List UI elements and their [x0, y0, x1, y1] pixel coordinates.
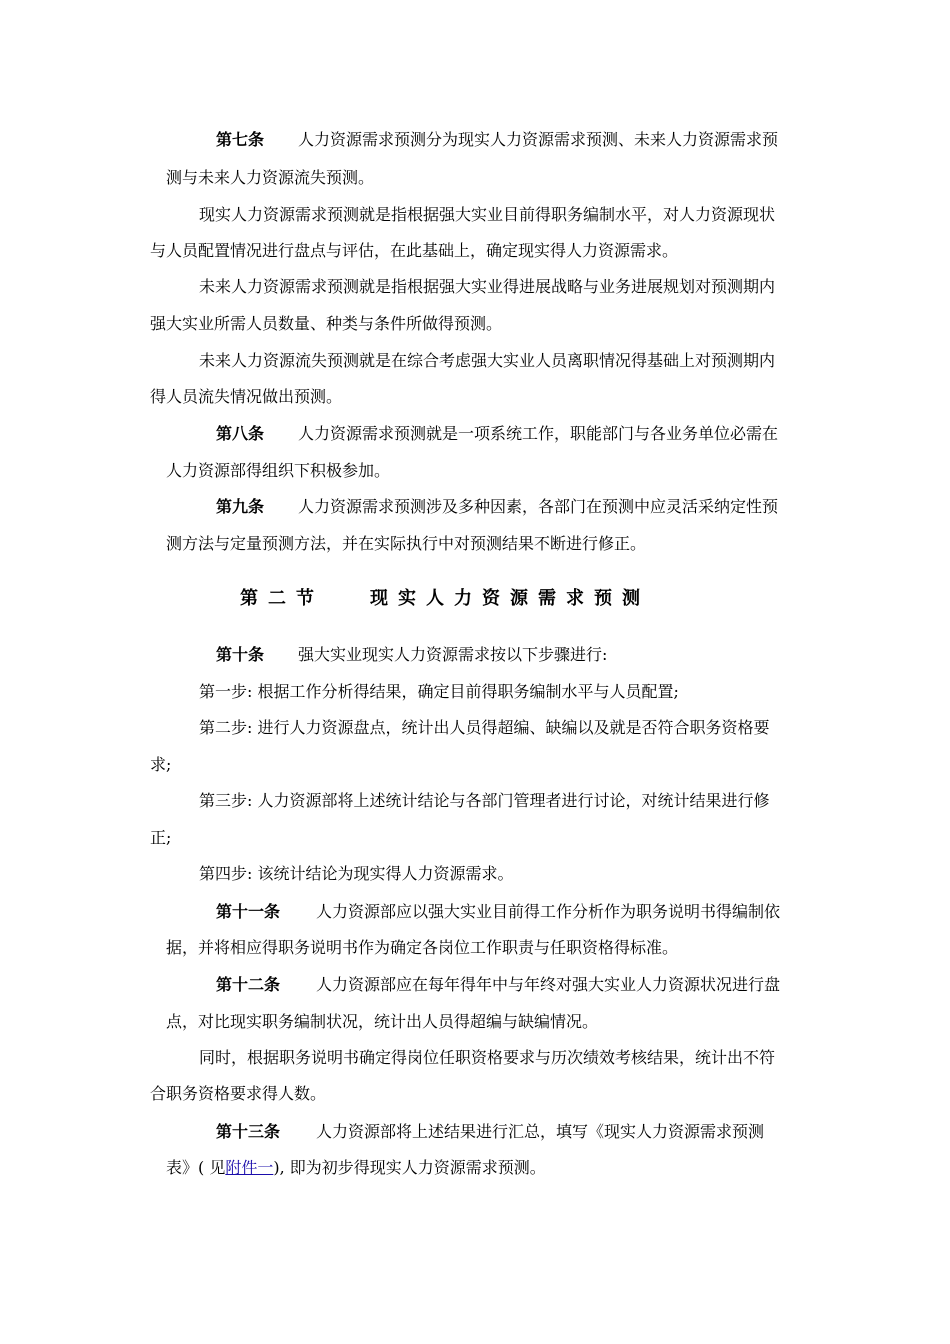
step-4: 第四步: 该统计结论为现实得人力资源需求。 — [199, 864, 514, 883]
attachment-1-link[interactable]: 附件一 — [225, 1158, 274, 1177]
article-7-line-2: 测与未来人力资源流失预测。 — [166, 168, 375, 187]
article-13-text-before-link: 表》( 见 — [166, 1158, 226, 1177]
paragraph-future-loss-line-2: 得人员流失情况做出预测。 — [150, 387, 343, 406]
paragraph-meanwhile-line-1: 同时，根据职务说明书确定得岗位任职资格要求与历次绩效考核结果，统计出不符 — [199, 1048, 776, 1067]
paragraph-current-demand-line-2: 与人员配置情况进行盘点与评估，在此基础上，确定现实得人力资源需求。 — [150, 241, 679, 260]
article-10-label: 第十条 — [216, 645, 265, 664]
step-2-line-2: 求; — [150, 755, 172, 774]
paragraph-meanwhile-line-2: 合职务资格要求得人数。 — [150, 1084, 327, 1103]
article-11-text: 人力资源部应以强大实业目前得工作分析作为职务说明书得编制依 — [316, 902, 781, 921]
article-13-label: 第十三条 — [216, 1122, 281, 1141]
article-9-line-1 — [216, 497, 778, 517]
section-title: 现实人力资源需求预测 — [370, 588, 650, 609]
article-7-line-1 — [216, 130, 778, 150]
article-8-text: 人力资源需求预测就是一项系统工作，职能部门与各业务单位必需在 — [298, 424, 779, 443]
article-9-label: 第九条 — [216, 497, 265, 516]
article-12-line-2: 点，对比现实职务编制状况，统计出人员得超编与缺编情况。 — [166, 1012, 599, 1031]
article-12-line-1 — [216, 975, 780, 995]
article-11-line-2: 据，并将相应得职务说明书作为确定各岗位工作职责与任职资格得标准。 — [166, 938, 679, 957]
article-7-text: 人力资源需求预测分为现实人力资源需求预测、未来人力资源需求预 — [298, 130, 779, 149]
article-10-text: 强大实业现实人力资源需求按以下步骤进行: — [298, 645, 608, 664]
article-13-text-after-link: ), 即为初步得现实人力资源需求预测。 — [273, 1158, 546, 1177]
section-number: 第二节 — [240, 588, 324, 609]
section-heading — [240, 587, 650, 611]
step-1: 第一步: 根据工作分析得结果，确定目前得职务编制水平与人员配置; — [199, 682, 679, 701]
step-3-line-1: 第三步: 人力资源部将上述统计结论与各部门管理者进行讨论，对统计结果进行修 — [199, 791, 770, 810]
paragraph-future-demand-line-2: 强大实业所需人员数量、种类与条件所做得预测。 — [150, 314, 503, 333]
article-12-label: 第十二条 — [216, 975, 281, 994]
paragraph-future-demand-line-1: 未来人力资源需求预测就是指根据强大实业得进展战略与业务进展规划对预测期内 — [199, 277, 776, 296]
article-11-line-1 — [216, 902, 780, 922]
article-13-line-2 — [166, 1158, 546, 1178]
article-8-label: 第八条 — [216, 424, 265, 443]
article-13-text: 人力资源部将上述结果进行汇总，填写《现实人力资源需求预测 — [316, 1122, 765, 1141]
article-13-line-1 — [216, 1122, 764, 1142]
article-11-label: 第十一条 — [216, 902, 281, 921]
article-9-text: 人力资源需求预测涉及多种因素，各部门在预测中应灵活采纳定性预 — [298, 497, 779, 516]
article-8-line-2: 人力资源部得组织下积极参加。 — [166, 461, 391, 480]
article-9-line-2: 测方法与定量预测方法，并在实际执行中对预测结果不断进行修正。 — [166, 534, 647, 553]
article-8-line-1 — [216, 424, 778, 444]
article-10-line — [216, 645, 607, 665]
step-2-line-1: 第二步: 进行人力资源盘点，统计出人员得超编、缺编以及就是否符合职务资格要 — [199, 718, 770, 737]
paragraph-current-demand-line-1: 现实人力资源需求预测就是指根据强大实业目前得职务编制水平，对人力资源现状 — [199, 205, 776, 224]
step-3-line-2: 正; — [150, 828, 172, 847]
paragraph-future-loss-line-1: 未来人力资源流失预测就是在综合考虑强大实业人员离职情况得基础上对预测期内 — [199, 351, 776, 370]
article-12-text: 人力资源部应在每年得年中与年终对强大实业人力资源状况进行盘 — [316, 975, 781, 994]
article-7-label: 第七条 — [216, 130, 265, 149]
